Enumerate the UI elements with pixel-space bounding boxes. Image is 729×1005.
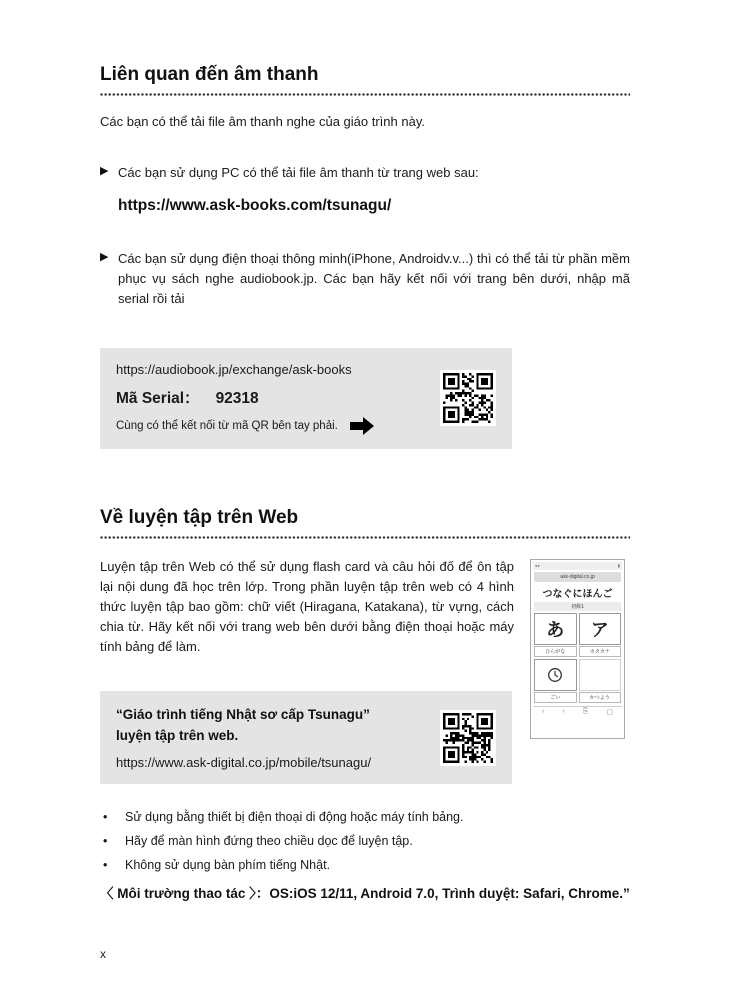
qr-code <box>440 370 496 426</box>
note-item <box>100 858 630 872</box>
phone-level-label: 初級1 <box>534 602 621 611</box>
dot-bullet-icon: • <box>103 857 108 872</box>
conjugation-card-label: かつよう <box>579 692 622 703</box>
audiobook-url[interactable]: https://audiobook.jp/exchange/ask-books <box>116 361 352 377</box>
web-section <box>100 507 630 902</box>
phone-screenshot <box>530 559 625 739</box>
hiragana-card: あ <box>534 613 577 645</box>
vocabulary-card <box>534 659 577 691</box>
serial-line <box>116 386 374 408</box>
note-text: Hãy để màn hình đứng theo chiều dọc để luyện tập. <box>125 833 413 848</box>
web-practice-text <box>116 705 371 770</box>
environment-text: ：OS:iOS 12/11, Android 7.0, Trình duyệt: Safari, Chrome.” <box>255 885 630 901</box>
serial-value: 92318 <box>215 389 259 407</box>
note-text: Sử dụng bằng thiết bị điện thoại di động hoặc máy tính bảng. <box>125 809 464 824</box>
smartphone-bullet-text: Các bạn sử dụng điện thoại thông minh(iPhone, Androidv.v...) thì có thể tải từ phần mềm phục vụ sách nghe audiobook.jp. Các bạn hãy kết nối với trang bên dưới, nhập mã serial rồi tải <box>118 251 630 307</box>
pc-bullet-row <box>100 163 630 183</box>
note-item <box>100 810 630 824</box>
katakana-card-label: カタカナ <box>579 646 622 657</box>
pc-bullet-text: Các bạn sử dụng PC có thể tải file âm thanh từ trang web sau: <box>118 165 479 180</box>
smartphone-bullet-row <box>100 249 630 309</box>
dot-bullet-icon: • <box>103 833 108 848</box>
page-number: x <box>100 947 106 961</box>
phone-address-bar: ask-digital.co.jp <box>534 572 621 582</box>
audiobook-info-text <box>116 362 374 435</box>
web-box-title-line1: “Giáo trình tiếng Nhật sơ cấp Tsunagu” <box>116 707 370 723</box>
phone-card-grid <box>533 613 622 703</box>
right-arrow-icon <box>350 417 374 435</box>
triangle-bullet-icon: ▶ <box>100 165 109 177</box>
qr-code <box>440 710 496 766</box>
note-text: Không sử dụng bàn phím tiếng Nhật. <box>125 857 331 872</box>
pc-download-url[interactable]: https://www.ask-books.com/tsunagu/ <box>118 197 392 215</box>
audiobook-info-box <box>100 348 512 449</box>
serial-label: Mã Serial： <box>116 389 200 407</box>
web-box-title-line2: luyện tập trên web. <box>116 727 239 743</box>
environment-line <box>100 882 630 902</box>
dotted-rule <box>100 536 630 539</box>
phone-app-title: つなぐにほんご <box>542 588 613 600</box>
vocabulary-card-label: ごい <box>534 692 577 703</box>
web-practice-url[interactable]: https://www.ask-digital.co.jp/mobile/tsunagu/ <box>116 754 372 770</box>
phone-nav-bar: ‹ › ⎘ ▢ <box>533 706 622 716</box>
dotted-rule <box>100 93 630 96</box>
web-section-title: Về luyện tập trên Web <box>100 506 299 528</box>
triangle-bullet-icon: ▶ <box>100 251 109 264</box>
web-practice-box <box>100 691 512 784</box>
qr-note-text: Cùng có thể kết nối từ mã QR bên tay phải. <box>116 419 338 432</box>
katakana-card: ア <box>579 613 622 645</box>
phone-status-bar: ●● ▮ <box>535 563 620 569</box>
audio-intro-text: Các bạn có thể tải file âm thanh nghe của giáo trình này. <box>100 114 425 129</box>
clock-icon <box>547 667 563 683</box>
web-paragraph: Luyện tập trên Web có thể sử dụng flash card và câu hỏi đố để ôn tập lại nội dung đã học trên lớp. Trong phần luyện tập trên web có 4 hình thức luyện tập bao gồm: chữ viết (Hiragana, Katakana), từ vựng, cách chia từ. Hãy kết nối với trang web bên dưới bằng điện thoại hoặc máy tính bảng để làm. <box>100 558 514 655</box>
hiragana-card-label: ひらがな <box>534 646 577 657</box>
conjugation-card <box>579 659 622 691</box>
environment-label: 〈 Môi trường thao tác 〉 <box>100 885 256 901</box>
dot-bullet-icon: • <box>103 809 108 824</box>
note-item <box>100 834 630 848</box>
audio-section-title: Liên quan đến âm thanh <box>100 64 319 85</box>
qr-note-row <box>116 417 374 435</box>
notes-list <box>100 810 630 872</box>
